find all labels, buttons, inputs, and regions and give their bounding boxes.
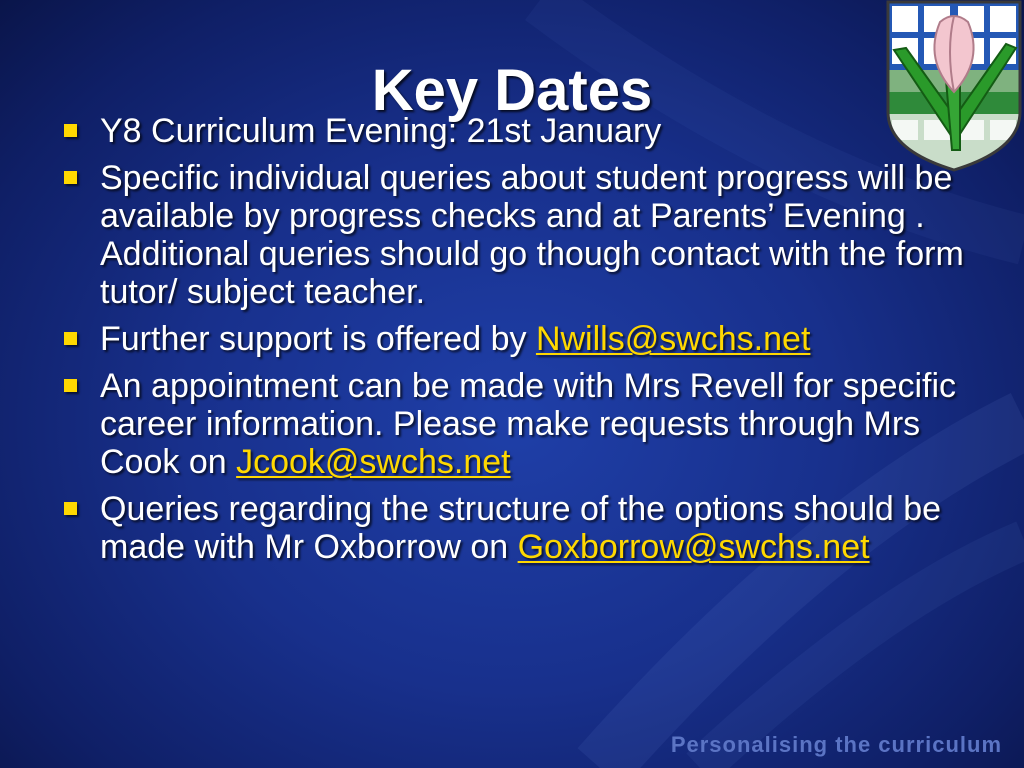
bullet-text: An appointment can be made with Mrs Revell for specific career information. Please make requests through Mrs Cook on [100, 367, 957, 481]
square-bullet-icon [64, 502, 77, 515]
bullet-text: Queries regarding the structure of the options should be made with Mr Oxborrow on [100, 490, 942, 566]
bullet-text: Further support is offered by [100, 320, 536, 358]
bullet-item-3 [60, 320, 1000, 358]
bullet-list [60, 112, 1000, 575]
email-link-goxborrow[interactable]: Goxborrow@swchs.net [517, 528, 870, 566]
footer-tagline: Personalising the curriculum [670, 732, 1002, 757]
square-bullet-icon [64, 124, 77, 137]
email-link-jcook[interactable]: Jcook@swchs.net [236, 443, 511, 481]
bullet-item-1 [60, 112, 1000, 150]
square-bullet-icon [64, 332, 77, 345]
bullet-item-4 [60, 367, 1000, 481]
square-bullet-icon [64, 379, 77, 392]
square-bullet-icon [64, 171, 77, 184]
bullet-text: Y8 Curriculum Evening: 21st January [100, 112, 662, 150]
slide-title: Key Dates [371, 57, 653, 123]
bullet-text: Specific individual queries about student progress will be available by progress checks and at Parents’ Evening . Additional queries should go though contact with the form tutor/ subject teacher. [100, 159, 964, 311]
bullet-item-5 [60, 490, 1000, 566]
bullet-item-2 [60, 159, 1000, 311]
email-link-nwills[interactable]: Nwills@swchs.net [535, 320, 811, 358]
